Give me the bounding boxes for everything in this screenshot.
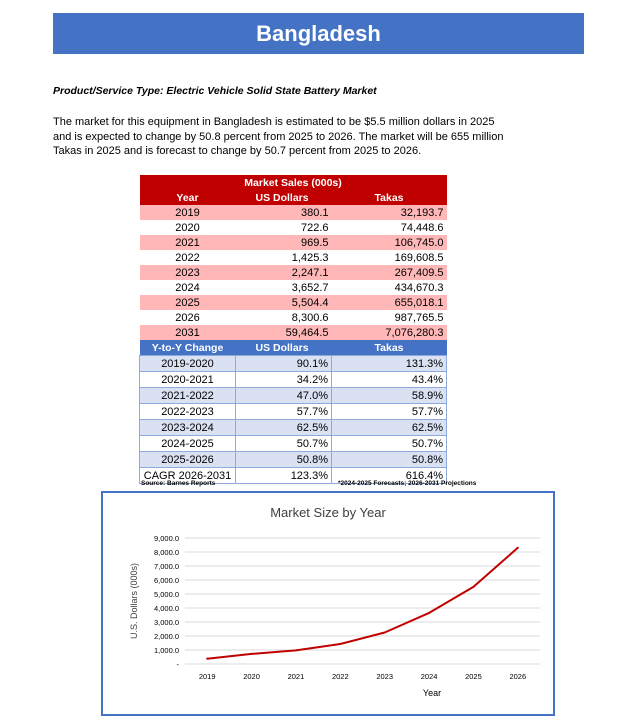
x-tick-label: 2025 (465, 672, 482, 681)
market-description: The market for this equipment in Bangladesh is estimated to be $5.5 million dollars in 2025 and is expected to change by 50.8 percent from 2025 to 2026. The market will be 655 million Takas in 2025 and is forecast to change by 50.7 percent from 2025 to 2026. (53, 116, 504, 157)
usd-cell: 2,247.1 (236, 265, 332, 280)
takas-cell: 434,670.3 (332, 280, 447, 295)
yoy-row (140, 452, 447, 468)
data-point (295, 649, 297, 651)
table-row (140, 220, 447, 235)
y-tick-label: 7,000.0 (153, 562, 179, 571)
table-row (140, 205, 447, 220)
header-takas: Takas (332, 190, 447, 205)
yoy-row (140, 436, 447, 452)
yoy-takas-cell: 57.7% (332, 404, 447, 420)
data-point (384, 632, 386, 634)
yoy-usd-cell: 90.1% (236, 356, 332, 372)
data-point (428, 612, 430, 614)
yoy-takas-cell: 62.5% (332, 420, 447, 436)
table-row (140, 325, 447, 340)
data-point (251, 653, 253, 655)
table-row (140, 295, 447, 310)
table-header-row (140, 190, 447, 205)
period-cell: 2021-2022 (140, 388, 236, 404)
year-cell: 2023 (140, 265, 236, 280)
yoy-usd-cell: 50.8% (236, 452, 332, 468)
takas-cell: 655,018.1 (332, 295, 447, 310)
yoy-takas-cell: 43.4% (332, 372, 447, 388)
usd-cell: 5,504.4 (236, 295, 332, 310)
takas-cell: 169,608.5 (332, 250, 447, 265)
y-tick-label: - (176, 660, 179, 669)
yoy-usd-cell: 50.7% (236, 436, 332, 452)
market-size-chart (101, 491, 555, 716)
header-usd: US Dollars (236, 190, 332, 205)
yoy-row (140, 420, 447, 436)
table-title-row (140, 175, 447, 190)
yoy-takas-cell: 616.4% (332, 468, 447, 484)
year-cell: 2031 (140, 325, 236, 340)
usd-cell: 8,300.6 (236, 310, 332, 325)
x-tick-label: 2020 (243, 672, 260, 681)
yoy-takas-cell: 58.9% (332, 388, 447, 404)
yoy-takas-cell: 50.7% (332, 436, 447, 452)
yoy-usd-cell: 57.7% (236, 404, 332, 420)
header-yoy-usd: US Dollars (236, 340, 332, 356)
data-point (206, 658, 208, 660)
period-cell: 2022-2023 (140, 404, 236, 420)
y-tick-label: 3,000.0 (153, 618, 179, 627)
series-line (207, 548, 518, 659)
table-row (140, 280, 447, 295)
usd-cell: 380.1 (236, 205, 332, 220)
yoy-row (140, 404, 447, 420)
forecast-note: *2024-2025 Forecasts; 2026-2031 Projections (338, 480, 477, 487)
header-yoy-takas: Takas (332, 340, 447, 356)
x-tick-label: 2026 (509, 672, 527, 681)
usd-cell: 969.5 (236, 235, 332, 250)
banner-title: Bangladesh (256, 20, 381, 46)
period-cell: CAGR 2026-2031 (140, 468, 236, 484)
period-cell: 2025-2026 (140, 452, 236, 468)
product-type: Product/Service Type: Electric Vehicle Solid State Battery Market (53, 85, 377, 97)
yoy-usd-cell: 123.3% (236, 468, 332, 484)
y-tick-label: 4,000.0 (153, 604, 179, 613)
year-cell: 2019 (140, 205, 236, 220)
takas-cell: 32,193.7 (332, 205, 447, 220)
takas-cell: 987,765.5 (332, 310, 447, 325)
y-tick-label: 6,000.0 (153, 576, 179, 585)
chart-svg (103, 493, 553, 714)
yoy-takas-cell: 131.3% (332, 356, 447, 372)
table-row (140, 265, 447, 280)
yoy-row (140, 388, 447, 404)
period-cell: 2023-2024 (140, 420, 236, 436)
x-tick-label: 2023 (376, 672, 394, 681)
year-cell: 2021 (140, 235, 236, 250)
takas-cell: 267,409.5 (332, 265, 447, 280)
x-tick-label: 2021 (287, 672, 305, 681)
y-tick-label: 8,000.0 (153, 548, 179, 557)
y-axis-label: U.S. Dollars (000s) (129, 562, 139, 640)
period-cell: 2024-2025 (140, 436, 236, 452)
y-tick-label: 2,000.0 (153, 632, 179, 641)
yoy-row (140, 372, 447, 388)
year-cell: 2026 (140, 310, 236, 325)
yoy-header-row (140, 340, 447, 356)
source-note: Source: Barnes Reports (141, 480, 216, 487)
usd-cell: 722.6 (236, 220, 332, 235)
market-sales-table (139, 175, 447, 484)
y-tick-label: 9,000.0 (153, 534, 179, 543)
usd-cell: 3,652.7 (236, 280, 332, 295)
yoy-usd-cell: 62.5% (236, 420, 332, 436)
table-row (140, 310, 447, 325)
chart-title: Market Size by Year (270, 505, 386, 520)
period-cell: 2020-2021 (140, 372, 236, 388)
usd-cell: 1,425.3 (236, 250, 332, 265)
year-cell: 2024 (140, 280, 236, 295)
takas-cell: 7,076,280.3 (332, 325, 447, 340)
x-tick-label: 2022 (331, 672, 349, 681)
table-row (140, 235, 447, 250)
year-cell: 2025 (140, 295, 236, 310)
takas-cell: 106,745.0 (332, 235, 447, 250)
country-banner (53, 13, 584, 54)
table-title: Market Sales (000s) (140, 175, 447, 190)
header-yoy: Y-to-Y Change (140, 340, 236, 356)
x-tick-label: 2024 (420, 672, 438, 681)
year-cell: 2022 (140, 250, 236, 265)
x-tick-label: 2019 (198, 672, 216, 681)
x-axis-label: Year (422, 688, 442, 698)
period-cell: 2019-2020 (140, 356, 236, 372)
yoy-row (140, 356, 447, 372)
data-point (472, 586, 474, 588)
y-tick-label: 1,000.0 (153, 646, 179, 655)
table-row (140, 250, 447, 265)
yoy-usd-cell: 34.2% (236, 372, 332, 388)
yoy-takas-cell: 50.8% (332, 452, 447, 468)
takas-cell: 74,448.6 (332, 220, 447, 235)
y-tick-label: 5,000.0 (153, 590, 179, 599)
year-cell: 2020 (140, 220, 236, 235)
usd-cell: 59,464.5 (236, 325, 332, 340)
data-point (517, 547, 519, 549)
data-point (339, 643, 341, 645)
yoy-usd-cell: 47.0% (236, 388, 332, 404)
header-year: Year (140, 190, 236, 205)
